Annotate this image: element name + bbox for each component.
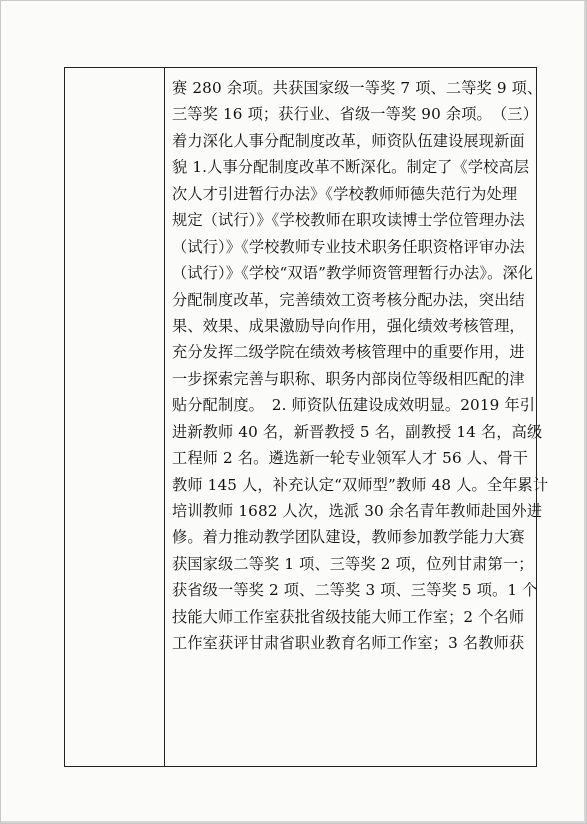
- column-divider: [164, 67, 165, 767]
- document-body-text: [172, 75, 549, 657]
- text-line: 工程师 2 名。遴选新一轮专业领军人才 56 人、骨干: [172, 449, 529, 468]
- text-line: 贴分配制度。 2. 师资队伍建设成效明显。2019 年引: [172, 396, 536, 415]
- text-line: 赛 280 余项。共获国家级一等奖 7 项、二等奖 9 项、: [172, 79, 543, 97]
- text-line: 修。着力推动教学团队建设，教师参加教学能力大赛: [172, 528, 525, 547]
- text-line: 果、效果、成果激励导向作用，强化绩效考核管理，: [172, 316, 525, 335]
- text-line: （试行）》《学校“双语”教学师资管理暂行办法》。深化: [172, 264, 534, 283]
- text-line: 教师 145 人，补充认定“双师型”教师 48 人。全年累计: [172, 475, 549, 494]
- text-line: 获国家级二等奖 1 项、三等奖 2 项，位列甘肃第一；: [172, 554, 534, 573]
- text-line: 次人才引进暂行办法》《学校教师师德失范行为处理: [172, 184, 518, 203]
- text-line: 工作室获评甘肃省职业教育名师工作室；3 名教师获: [172, 634, 525, 653]
- text-line: 一步探索完善与职称、职务内部岗位等级相匹配的津: [172, 369, 525, 388]
- text-line: 分配制度改革，完善绩效工资考核分配办法，突出结: [172, 290, 525, 309]
- text-line: 培训教师 1682 人次，选派 30 余名青年教师赴国外进: [172, 502, 543, 520]
- text-line: 充分发挥二级学院在绩效考核管理中的重要作用，进: [172, 343, 525, 362]
- text-line: 规定（试行）》《学校教师在职攻读博士学位管理办法: [172, 211, 525, 230]
- text-line: 三等奖 16 项；获行业、省级一等奖 90 余项。 （三）: [172, 105, 539, 124]
- text-line: 获省级一等奖 2 项、二等奖 3 项、三等奖 5 项。1 个: [172, 581, 538, 600]
- text-line: 着力深化人事分配制度改革，师资队伍建设展现新面: [172, 131, 525, 150]
- text-line: 貌 1.人事分配制度改革不断深化。制定了《学校高层: [172, 158, 530, 177]
- text-line: 进新教师 40 名，新晋教授 5 名，副教授 14 名，高级: [172, 422, 543, 441]
- text-line: （试行）》《学校教师专业技术职务任职资格评审办法: [172, 237, 525, 256]
- empty-left-cell: [65, 68, 164, 766]
- text-line: 技能大师工作室获批省级技能大师工作室；2 个名师: [172, 607, 525, 626]
